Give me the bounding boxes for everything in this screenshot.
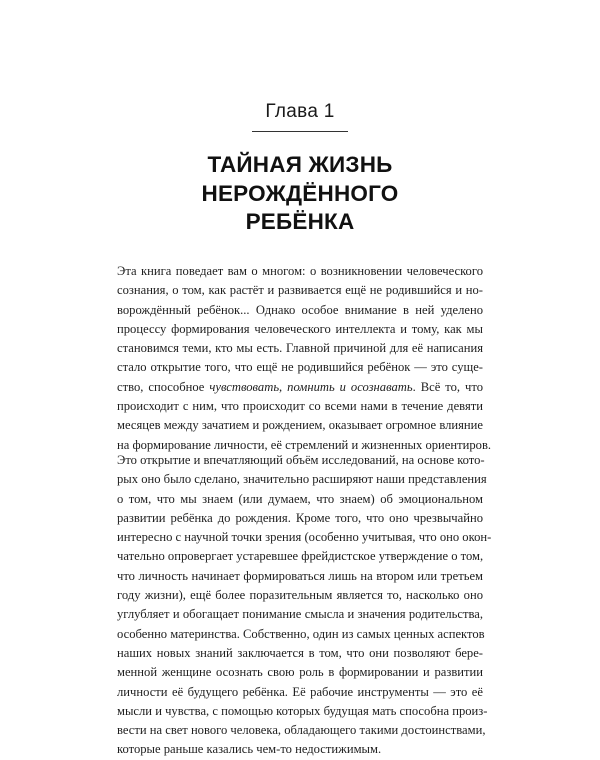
text-line: происходит с ним, что происходит со всеми нами в течение девяти <box>117 399 483 414</box>
text-line: рых оно было сделано, значительно расширяют наши представления <box>117 472 487 487</box>
text-line: чательно опровергает устаревшее фрейдистское утверждение о том, <box>117 549 484 564</box>
text-line: развитии ребёнка до рождения. Кроме того, что оно чрезвычайно <box>117 510 483 525</box>
text-line: которые раньше казались чем-то недостижимым. <box>117 742 382 757</box>
text-line: становимся теми, кто мы есть. Главной причиной для её написания <box>117 341 483 356</box>
text-line: сознания, о том, как растёт и развивается ещё не родившийся и но- <box>117 283 483 298</box>
text-line: процессу формирования человеческого интеллекта и тому, как мы <box>117 321 483 336</box>
paragraph-1 <box>117 262 492 455</box>
text-segment: . Всё то, что <box>412 379 484 394</box>
chapter-title <box>0 151 600 237</box>
text-line: мысли и чувства, с помощью которых будущая мать способна произ- <box>117 703 488 718</box>
text-line: личности её будущего ребёнка. Её рабочие инструменты — это её <box>117 684 483 699</box>
text-line: Эта книга поведает вам о многом: о возникновении человеческого <box>117 264 483 278</box>
paragraph-2 <box>117 451 492 760</box>
chapter-title-line: ТАЙНАЯ ЖИЗНЬ <box>207 152 393 177</box>
text-line: что личность начинает формироваться лишь на втором или третьем <box>117 568 483 583</box>
text-line: о том, что мы знаем (или думаем, что знаем) об эмоциональном <box>117 491 483 506</box>
text-line: углубляет и обогащает понимание смысла и значения родительства, <box>117 607 483 622</box>
text-segment: ство, способное <box>117 379 205 394</box>
italic-emphasis: чувствовать, помнить и осознавать <box>209 379 413 394</box>
text-line: менной женщине осознать свою роль в формировании и развитии <box>117 665 483 680</box>
chapter-title-line: НЕРОЖДЁННОГО <box>201 180 399 206</box>
text-line: на формирование личности, её стремлений и жизненных ориентиров. <box>117 437 492 452</box>
text-line: вести на свет нового человека, обладающего такими достоинствами, <box>117 723 486 738</box>
chapter-divider <box>252 131 348 132</box>
chapter-title-line: РЕБЁНКА <box>245 209 355 234</box>
text-line: Это открытие и впечатляющий объём исследований, на основе кото- <box>117 453 485 467</box>
text-line: наших новых знаний заключается в том, что они позволяют бере- <box>117 645 483 660</box>
text-line: особенно материнства. Собственно, один из самых ценных аспектов <box>117 626 485 641</box>
text-line: году жизни), ещё более поразительным является то, насколько оно <box>117 588 483 603</box>
text-line: месяцев между зачатием и рождением, оказывает огромное влияние <box>117 418 483 433</box>
text-line: стало открытие того, что ещё не родившийся ребёнок — это суще- <box>117 360 483 375</box>
text-line: ворождённый ребёнок... Однако особое внимание в ней уделено <box>117 302 483 317</box>
text-line-with-emphasis <box>117 378 483 397</box>
chapter-number: Глава 1 <box>265 101 335 122</box>
text-line: интересно с научной точки зрения (особенно учитывая, что оно окон- <box>117 530 492 545</box>
